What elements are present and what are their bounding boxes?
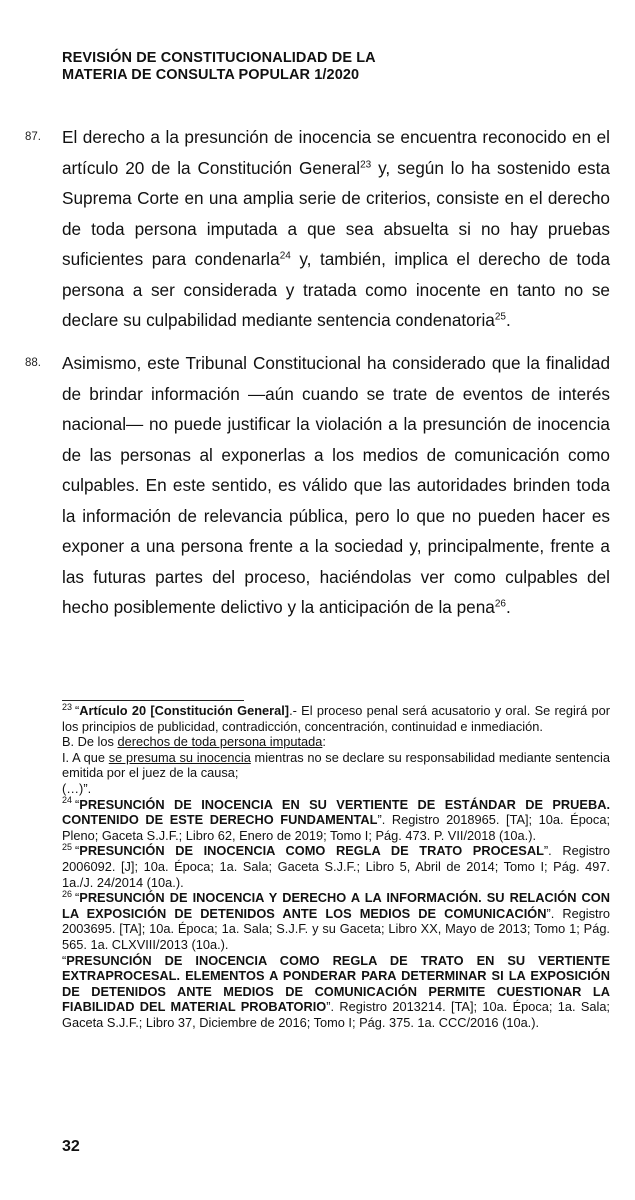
header-line-2: MATERIA DE CONSULTA POPULAR 1/2020 bbox=[62, 67, 360, 83]
footnote-title: PRESUNCIÓN DE INOCENCIA COMO REGLA DE TRATO EN SU VERTIENTE EXTRAPROCESAL. ELEMENTOS A PONDERAR PARA DETERMINAR SI LA EXPOSICIÓN DE DETENIDOS ANTE MEDIOS DE COMUNICACIÓN PERMITE CUESTIONAR LA FIABILIDAD DEL MATERIAL PROBATORIO bbox=[62, 952, 610, 1015]
footnote-number: 23 bbox=[62, 701, 73, 712]
quote-mark: “ bbox=[75, 703, 80, 718]
footnote-text: B. De los bbox=[62, 734, 118, 750]
footnote-ref[interactable]: 23 bbox=[360, 158, 372, 170]
footnote-text: ”. Registro 2018965. [TA]; 10a. Época; Pleno; Gaceta S.J.F.; Libro 62, Enero de 2019; Tomo I; Pág. 473. P. VII/2018 (10a.). bbox=[62, 812, 610, 843]
footnote-text: mientras no se declare su responsabilidad mediante sentencia emitida por el juez de la causa; bbox=[62, 749, 610, 781]
footnote-23-line-d: (…)”. bbox=[62, 780, 92, 796]
text-run: . bbox=[505, 597, 511, 617]
header-line-1: REVISIÓN DE CONSTITUCIONALIDAD DE LA bbox=[62, 50, 376, 66]
underlined-text: se presuma su inocencia bbox=[108, 749, 251, 765]
text-run: y, también, implica el derecho de toda persona a ser considerada y tratada como inocente en tanto no se declare su culpabilidad mediante sentencia condenatoria bbox=[62, 249, 611, 330]
footnote-title: PRESUNCIÓN DE INOCENCIA Y DERECHO A LA INFORMACIÓN. SU RELACIÓN CON LA EXPOSICIÓN DE DETENIDOS ANTE LOS MEDIOS DE COMUNICACIÓN bbox=[62, 890, 610, 921]
paragraph-text bbox=[62, 348, 610, 623]
footnote-text: ”. Registro 2003695. [TA]; 10a. Época; 1a. Sala; S.J.F. y su Gaceta; Libro XX, Mayo de 2013; Tomo 1; Pág. 565. 1a. CLXVIII/2013 (10a.). bbox=[62, 905, 610, 952]
footnote-text: I. A que bbox=[62, 749, 109, 765]
paragraph-number: 88. bbox=[25, 357, 41, 369]
text-run: El derecho a la presunción de inocencia se encuentra reconocido en el artículo 20 de la Constitución General bbox=[62, 127, 610, 178]
footnote-separator bbox=[62, 700, 244, 701]
quote-mark: “ bbox=[75, 890, 80, 906]
page-number: 32 bbox=[62, 1138, 80, 1155]
footnote-text: .- El proceso penal será acusatorio y oral. Se regirá por los principios de publicidad, contradicción, concentración, continuidad e inmediación. bbox=[62, 703, 610, 734]
footnote-ref[interactable]: 26 bbox=[494, 598, 506, 610]
quote-mark: “ bbox=[75, 843, 80, 859]
quote-mark: “ bbox=[75, 796, 80, 812]
footnote-title: PRESUNCIÓN DE INOCENCIA COMO REGLA DE TRATO PROCESAL bbox=[79, 843, 544, 859]
footnotes bbox=[62, 703, 610, 1030]
text-run: y, según lo ha sostenido esta Suprema Corte en una amplia serie de criterios, consiste en el derecho de toda persona imputada a que sea absuelta si no hay pruebas suficientes para condenarla bbox=[62, 157, 610, 269]
footnote-title: Artículo 20 [Constitución General] bbox=[79, 703, 290, 718]
footnote-23-line-b bbox=[62, 734, 610, 750]
footnote-text: ”. Registro 2006092. [J]; 10a. Época; 1a. Sala; Gaceta S.J.F.; Libro 5, Abril de 2014; Tomo I; Pág. 497. 1a./J. 24/2014 (10a.). bbox=[62, 843, 610, 890]
footnote-24 bbox=[62, 797, 610, 844]
text-run: Asimismo, este Tribunal Constitucional ha considerado que la finalidad de brindar información —aún cuando se trate de eventos de interés nacional— no puede justificar la violación a la presunción de inocencia de las personas al exponerlas a los medios de comunicación como culpables. En este sentido, es válido que las autoridades brinden toda la información de relevancia pública, pero lo que no pueden hacer es exponer a una persona frente a la sociedad y, principalmente, frente a las futuras partes del proceso, haciéndolas ver como culpables del hecho posiblemente delictivo y la anticipación de la pena bbox=[62, 353, 610, 617]
text-run: . bbox=[505, 310, 511, 330]
footnote-23-line-c bbox=[62, 750, 610, 781]
underlined-text: derechos de toda persona imputada bbox=[117, 734, 323, 750]
footnote-26 bbox=[62, 890, 610, 952]
footnote-23 bbox=[62, 703, 610, 734]
footnote-title: PRESUNCIÓN DE INOCENCIA EN SU VERTIENTE DE ESTÁNDAR DE PRUEBA. CONTENIDO DE ESTE DERECHO FUNDAMENTAL bbox=[62, 796, 610, 828]
footnote-text: ”. Registro 2013214. [TA]; 10a. Época; 1a. Sala; Gaceta S.J.F.; Libro 37, Diciembre de 2016; Tomo I; Pág. 375. 1a. CCC/2016 (10a.). bbox=[62, 999, 610, 1030]
document-header bbox=[62, 50, 582, 84]
paragraph-number: 87. bbox=[25, 131, 41, 143]
footnote-text: : bbox=[322, 734, 326, 750]
footnote-number: 26 bbox=[62, 888, 73, 899]
quote-mark: “ bbox=[62, 952, 67, 968]
footnote-ref[interactable]: 24 bbox=[279, 250, 291, 262]
footnote-26-second bbox=[62, 953, 610, 1031]
footnote-number: 24 bbox=[62, 795, 73, 806]
footnote-number: 25 bbox=[62, 842, 73, 853]
footnote-ref[interactable]: 25 bbox=[494, 311, 506, 323]
footnote-25 bbox=[62, 843, 610, 890]
paragraph-text bbox=[62, 122, 610, 336]
